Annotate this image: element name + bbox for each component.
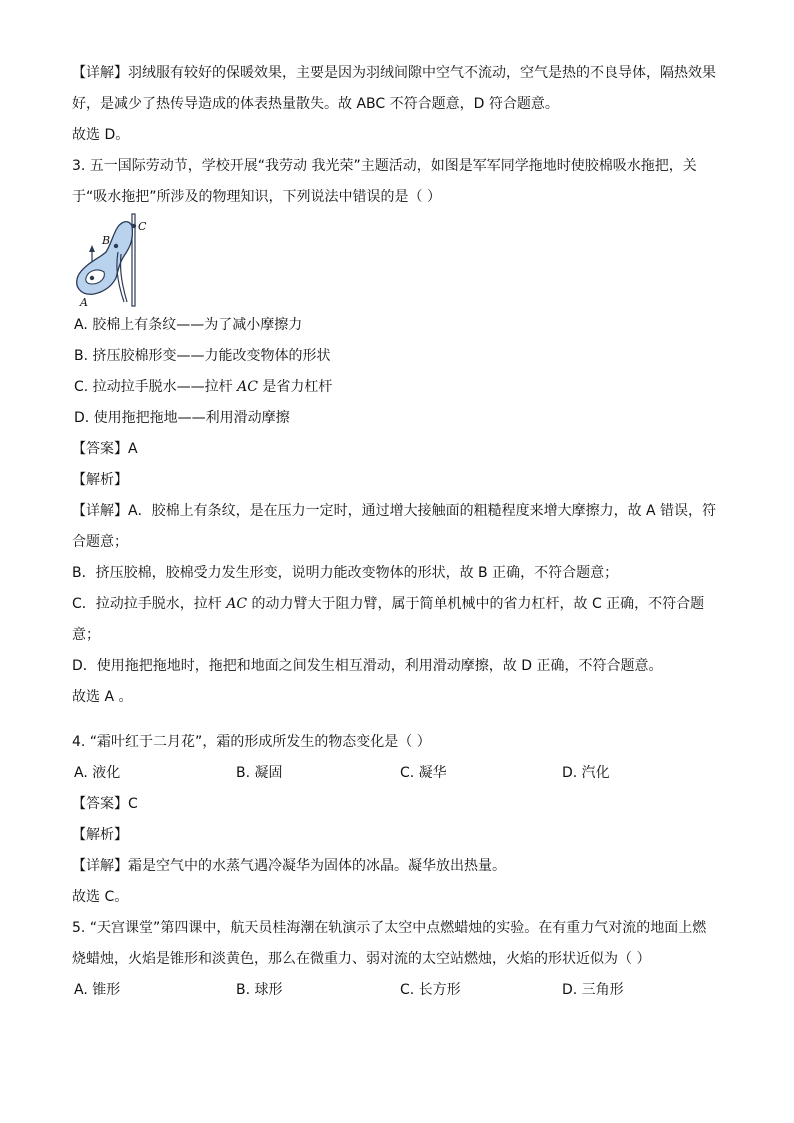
q5-options xyxy=(72,981,732,999)
q3-detail-d: D．使用拖把拖地时，拖把和地面之间发生相互滑动，利用滑动摩擦，故 D 正确，不符合题意。 xyxy=(72,658,663,674)
q5-option-b: B. 球形 xyxy=(236,982,283,998)
q4-analysis: 【解析】 xyxy=(72,827,128,843)
q3-option-c xyxy=(72,378,732,396)
point-a xyxy=(90,276,94,280)
q3-stem-line-2: 于“吸水拖把”所涉及的物理知识，下列说法中错误的是（ ） xyxy=(72,189,441,205)
q4-option-b: B. 凝固 xyxy=(236,765,283,781)
q3-analysis: 【解析】 xyxy=(72,472,128,488)
q5-option-c: C. 长方形 xyxy=(400,982,461,998)
q3-answer: 【答案】A xyxy=(72,441,138,457)
q5-option-d: D. 三角形 xyxy=(562,982,624,998)
q3-detail-a-cont: 合题意； xyxy=(72,534,128,550)
mop-figure xyxy=(72,212,162,308)
q3-detail-c-cont: 意； xyxy=(72,627,100,643)
document-page xyxy=(72,64,732,999)
q3-detail-c-suffix: 的动力臂大于阻力臂，属于简单机械中的省力杠杆，故 C 正确，不符合题 xyxy=(247,596,705,612)
q2-conclusion: 故选 D。 xyxy=(72,127,130,143)
q2-detail-line-1: 【详解】羽绒服有较好的保暖效果，主要是因为羽绒间隙中空气不流动，空气是热的不良导体，隔热效果 xyxy=(72,65,716,81)
q4-option-c: C. 凝华 xyxy=(400,765,447,781)
q3-option-a: A. 胶棉上有条纹——为了减小摩擦力 xyxy=(74,317,303,333)
label-b: B xyxy=(102,234,111,247)
q3-detail-b: B．挤压胶棉，胶棉受力发生形变，说明力能改变物体的形状，故 B 正确，不符合题意； xyxy=(72,565,619,581)
mop-sponge xyxy=(77,222,133,295)
q3-conclusion: 故选 A 。 xyxy=(72,689,133,705)
label-a: A xyxy=(80,296,88,308)
force-arrow-head xyxy=(89,245,95,252)
q3-option-c-suffix: 是省力杠杆 xyxy=(257,379,333,395)
point-c xyxy=(132,224,136,228)
q3-detail-c-var: AC xyxy=(226,596,248,612)
q2-detail-line-2: 好，是减少了热传导造成的体表热量散失。故 ABC 不符合题意，D 符合题意。 xyxy=(72,96,559,112)
q5-stem-line-2: 烧蜡烛，火焰是锥形和淡黄色，那么在微重力、弱对流的太空站燃烛，火焰的形状近似为（ ） xyxy=(72,951,651,967)
q3-option-c-prefix: C. 拉动拉手脱水——拉杆 xyxy=(74,379,238,395)
q3-detail-c xyxy=(72,595,732,613)
label-c: C xyxy=(138,220,147,233)
q3-detail-c-prefix: C．拉动拉手脱水，拉杆 xyxy=(72,596,227,612)
q4-conclusion: 故选 C。 xyxy=(72,889,129,905)
mop-illustration xyxy=(72,212,162,308)
point-b xyxy=(114,244,118,248)
q3-option-c-var: AC xyxy=(237,379,258,395)
q5-stem-line-1: 5. “天宫课堂”第四课中，航天员桂海潮在轨演示了太空中点燃蜡烛的实验。在有重力气对流的地面上燃 xyxy=(72,920,707,936)
q4-option-d: D. 汽化 xyxy=(562,765,610,781)
q4-options xyxy=(72,764,732,782)
q4-stem: 4. “霜叶红于二月花”，霜的形成所发生的物态变化是（ ） xyxy=(72,734,431,750)
q4-answer: 【答案】C xyxy=(72,796,138,812)
q4-option-a: A. 液化 xyxy=(74,765,121,781)
q3-detail-a: 【详解】A．胶棉上有条纹，是在压力一定时，通过增大接触面的粗糙程度来增大摩擦力，故 A 错误，符 xyxy=(72,503,717,519)
q4-detail: 【详解】霜是空气中的水蒸气遇冷凝华为固体的冰晶。凝华放出热量。 xyxy=(72,858,506,874)
q3-option-d: D. 使用拖把拖地——利用滑动摩擦 xyxy=(74,410,290,426)
q3-option-b: B. 挤压胶棉形变——力能改变物体的形状 xyxy=(74,348,331,364)
q5-option-a: A. 锥形 xyxy=(74,982,121,998)
q3-stem-line-1: 3. 五一国际劳动节，学校开展“我劳动 我光荣”主题活动，如图是军军同学拖地时使胶棉吸水拖把，关 xyxy=(72,158,697,174)
